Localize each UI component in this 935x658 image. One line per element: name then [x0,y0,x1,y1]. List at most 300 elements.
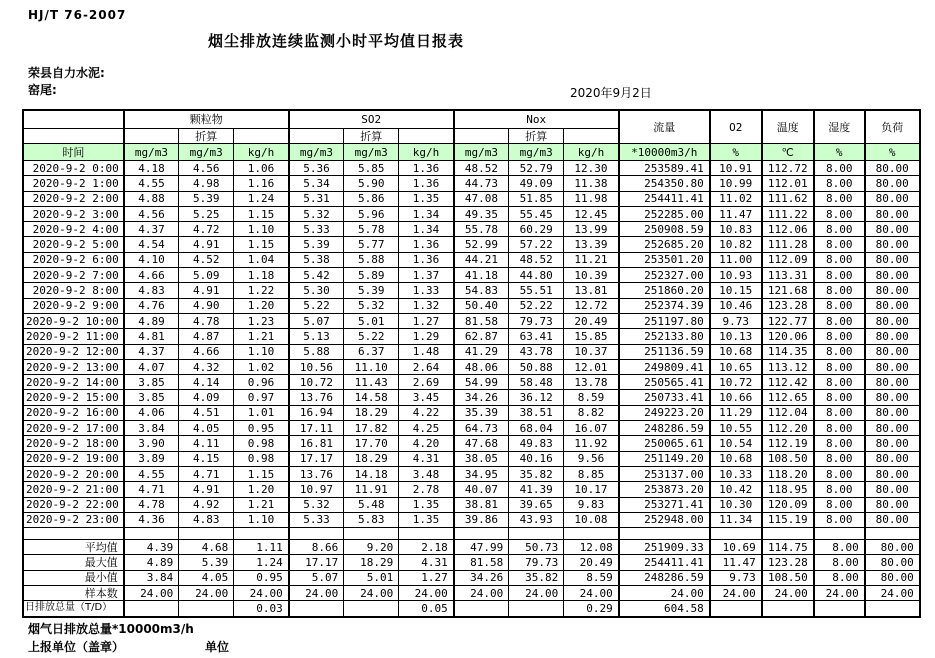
value-cell: 4.55 [124,466,179,481]
value-cell: 4.51 [179,405,234,420]
value-cell: 1.48 [399,344,454,359]
table-row [23,191,920,206]
value-cell: 5.31 [289,191,344,206]
value-cell: 13.78 [564,375,619,390]
value-cell: 113.31 [762,268,814,283]
value-cell: 1.15 [234,466,289,481]
value-cell: 5.30 [289,283,344,298]
value-cell: 80.00 [865,298,920,313]
value-cell: 5.42 [289,268,344,283]
summary-value-cell [814,601,865,617]
table-row [23,375,920,390]
value-cell: 112.06 [762,222,814,237]
value-cell: 120.09 [762,497,814,512]
value-cell: 108.50 [762,451,814,466]
converted-label-pm: 折算 [179,129,234,144]
value-cell: 14.58 [344,390,399,405]
value-cell: 10.83 [710,222,762,237]
value-cell: 55.45 [509,206,564,221]
value-cell: 1.32 [399,298,454,313]
value-cell: 15.85 [564,329,619,344]
value-cell: 5.09 [179,268,234,283]
empty-cell [234,528,289,540]
summary-value-cell [344,601,399,617]
value-cell: 80.00 [865,497,920,512]
value-cell: 5.48 [344,497,399,512]
summary-value-cell: 4.89 [124,555,179,570]
summary-label: 最大值 [23,555,124,570]
table-row [23,344,920,359]
summary-row [23,540,920,555]
value-cell: 55.78 [454,222,509,237]
summary-value-cell: 4.31 [399,555,454,570]
group-humidity: 湿度 [814,110,865,144]
value-cell: 4.78 [124,497,179,512]
unit-pm-kg: kg/h [234,144,289,161]
value-cell: 10.54 [710,436,762,451]
value-cell: 1.33 [399,283,454,298]
value-cell: 8.00 [814,222,865,237]
value-cell: 254411.41 [619,191,710,206]
standard-code: HJ/T 76-2007 [28,8,127,22]
value-cell: 252685.20 [619,237,710,252]
empty-cell [564,528,619,540]
value-cell: 5.01 [344,313,399,328]
value-cell: 253589.41 [619,161,710,176]
value-cell: 4.06 [124,405,179,420]
summary-value-cell: 114.75 [762,540,814,555]
value-cell: 9.56 [564,451,619,466]
summary-label: 平均值 [23,540,124,555]
value-cell: 5.39 [179,191,234,206]
value-cell: 1.06 [234,161,289,176]
empty-cell [289,129,344,144]
summary-value-cell: 1.27 [399,570,454,585]
value-cell: 38.05 [454,451,509,466]
value-cell: 118.20 [762,466,814,481]
value-cell: 10.72 [710,375,762,390]
summary-value-cell: 35.82 [509,570,564,585]
value-cell: 1.35 [399,497,454,512]
value-cell: 11.38 [564,176,619,191]
value-cell: 114.35 [762,344,814,359]
value-cell: 80.00 [865,359,920,374]
value-cell: 8.00 [814,390,865,405]
value-cell: 5.32 [344,298,399,313]
unit-nox-kg: kg/h [564,144,619,161]
value-cell: 10.66 [710,390,762,405]
unit-humidity-pct: % [814,144,865,161]
summary-value-cell: 24.00 [509,586,564,601]
value-cell: 14.18 [344,466,399,481]
value-cell: 253271.41 [619,497,710,512]
value-cell: 112.20 [762,421,814,436]
value-cell: 80.00 [865,191,920,206]
table-row [23,237,920,252]
time-cell: 2020-9-2 1:00 [23,176,124,191]
value-cell: 112.72 [762,161,814,176]
value-cell: 1.10 [234,222,289,237]
value-cell: 58.48 [509,375,564,390]
value-cell: 62.87 [454,329,509,344]
value-cell: 5.77 [344,237,399,252]
value-cell: 5.96 [344,206,399,221]
value-cell: 8.00 [814,206,865,221]
value-cell: 4.91 [179,482,234,497]
value-cell: 8.00 [814,161,865,176]
value-cell: 1.01 [234,405,289,420]
value-cell: 4.18 [124,161,179,176]
time-cell: 2020-9-2 2:00 [23,191,124,206]
empty-cell [710,528,762,540]
empty-cell [234,129,289,144]
group-so2: SO2 [289,110,454,129]
value-cell: 4.71 [179,466,234,481]
value-cell: 3.85 [124,375,179,390]
value-cell: 54.99 [454,375,509,390]
group-o2: O2 [710,110,762,144]
value-cell: 17.11 [289,421,344,436]
value-cell: 80.00 [865,390,920,405]
value-cell: 1.15 [234,237,289,252]
value-cell: 8.00 [814,313,865,328]
summary-value-cell: 5.01 [344,570,399,585]
value-cell: 48.52 [509,252,564,267]
value-cell: 122.77 [762,313,814,328]
summary-value-cell: 24.00 [399,586,454,601]
value-cell: 34.95 [454,466,509,481]
value-cell: 80.00 [865,283,920,298]
value-cell: 4.72 [179,222,234,237]
summary-value-cell: 254411.41 [619,555,710,570]
value-cell: 5.07 [289,313,344,328]
value-cell: 5.86 [344,191,399,206]
value-cell: 10.68 [710,344,762,359]
value-cell: 1.21 [234,497,289,512]
value-cell: 68.04 [509,421,564,436]
table-row [23,512,920,527]
header-row-units [23,144,920,161]
value-cell: 252133.80 [619,329,710,344]
value-cell: 4.87 [179,329,234,344]
table-row [23,161,920,176]
table-row [23,283,920,298]
value-cell: 10.56 [289,359,344,374]
group-flow: 流量 [619,110,710,144]
value-cell: 8.00 [814,482,865,497]
summary-value-cell: 34.26 [454,570,509,585]
group-particulate: 颗粒物 [124,110,289,129]
value-cell: 4.05 [179,421,234,436]
value-cell: 1.36 [399,252,454,267]
time-cell: 2020-9-2 7:00 [23,268,124,283]
value-cell: 10.68 [710,451,762,466]
table-row [23,482,920,497]
value-cell: 43.93 [509,512,564,527]
value-cell: 11.98 [564,191,619,206]
value-cell: 13.81 [564,283,619,298]
value-cell: 13.99 [564,222,619,237]
value-cell: 11.02 [710,191,762,206]
summary-value-cell [179,601,234,617]
value-cell: 251136.59 [619,344,710,359]
value-cell: 43.78 [509,344,564,359]
value-cell: 12.45 [564,206,619,221]
table-row [23,176,920,191]
empty-cell [454,129,509,144]
value-cell: 4.88 [124,191,179,206]
monitoring-point: 窑尾: [28,83,57,97]
value-cell: 10.13 [710,329,762,344]
summary-value-cell [124,601,179,617]
summary-value-cell: 5.39 [179,555,234,570]
summary-value-cell: 24.00 [865,586,920,601]
value-cell: 4.78 [179,313,234,328]
value-cell: 5.88 [344,252,399,267]
converted-label-nox: 折算 [509,129,564,144]
value-cell: 16.07 [564,421,619,436]
value-cell: 11.91 [344,482,399,497]
table-row [23,359,920,374]
value-cell: 17.82 [344,421,399,436]
value-cell: 1.23 [234,313,289,328]
summary-value-cell: 9.73 [710,570,762,585]
time-cell: 2020-9-2 5:00 [23,237,124,252]
value-cell: 112.09 [762,252,814,267]
page-title: 烟尘排放连续监测小时平均值日报表 [208,32,465,50]
value-cell: 2.64 [399,359,454,374]
summary-value-cell: 8.59 [564,570,619,585]
value-cell: 253873.20 [619,482,710,497]
summary-value-cell: 24.00 [454,586,509,601]
summary-value-cell: 8.66 [289,540,344,555]
value-cell: 9.73 [710,313,762,328]
value-cell: 250908.59 [619,222,710,237]
value-cell: 44.73 [454,176,509,191]
value-cell: 5.13 [289,329,344,344]
summary-value-cell: 24.00 [814,586,865,601]
summary-value-cell: 80.00 [865,555,920,570]
value-cell: 8.00 [814,375,865,390]
value-cell: 3.45 [399,390,454,405]
value-cell: 10.33 [710,466,762,481]
value-cell: 13.76 [289,466,344,481]
value-cell: 5.33 [289,512,344,527]
time-cell: 2020-9-2 20:00 [23,466,124,481]
value-cell: 81.58 [454,313,509,328]
summary-value-cell: 1.24 [234,555,289,570]
table-row [23,252,920,267]
value-cell: 10.91 [710,161,762,176]
table-row [23,268,920,283]
value-cell: 2.78 [399,482,454,497]
value-cell: 1.24 [234,191,289,206]
unit-pm-mg: mg/m3 [124,144,179,161]
value-cell: 0.95 [234,421,289,436]
value-cell: 50.88 [509,359,564,374]
value-cell: 10.55 [710,421,762,436]
empty-cell [399,129,454,144]
value-cell: 11.29 [710,405,762,420]
converted-label-so2: 折算 [344,129,399,144]
summary-value-cell: 47.99 [454,540,509,555]
value-cell: 5.38 [289,252,344,267]
summary-value-cell: 24.00 [762,586,814,601]
value-cell: 4.11 [179,436,234,451]
value-cell: 4.81 [124,329,179,344]
value-cell: 4.71 [124,482,179,497]
value-cell: 4.37 [124,222,179,237]
value-cell: 79.73 [509,313,564,328]
empty-cell [344,528,399,540]
summary-value-cell: 8.00 [814,570,865,585]
value-cell: 41.39 [509,482,564,497]
time-cell: 2020-9-2 3:00 [23,206,124,221]
value-cell: 55.51 [509,283,564,298]
summary-value-cell: 50.73 [509,540,564,555]
time-cell: 2020-9-2 19:00 [23,451,124,466]
summary-label: 样本数 [23,586,124,601]
value-cell: 4.56 [179,161,234,176]
value-cell: 18.29 [344,405,399,420]
value-cell: 6.37 [344,344,399,359]
time-cell: 2020-9-2 4:00 [23,222,124,237]
value-cell: 4.91 [179,237,234,252]
empty-cell [289,528,344,540]
table-row [23,206,920,221]
value-cell: 80.00 [865,451,920,466]
value-cell: 113.12 [762,359,814,374]
value-cell: 5.85 [344,161,399,176]
value-cell: 18.29 [344,451,399,466]
value-cell: 11.21 [564,252,619,267]
unit-nox-mg-conv: mg/m3 [509,144,564,161]
value-cell: 8.00 [814,283,865,298]
empty-cell [23,129,124,144]
value-cell: 50.40 [454,298,509,313]
value-cell: 35.82 [509,466,564,481]
value-cell: 8.00 [814,405,865,420]
value-cell: 10.42 [710,482,762,497]
value-cell: 8.00 [814,329,865,344]
value-cell: 8.00 [814,436,865,451]
table-row [23,451,920,466]
value-cell: 38.51 [509,405,564,420]
value-cell: 41.29 [454,344,509,359]
value-cell: 112.04 [762,405,814,420]
unit-nox-mg: mg/m3 [454,144,509,161]
flow-total-note: 烟气日排放总量*10000m3/h [28,622,194,636]
unit-so2-mg-conv: mg/m3 [344,144,399,161]
value-cell: 4.54 [124,237,179,252]
value-cell: 10.97 [289,482,344,497]
value-cell: 10.39 [564,268,619,283]
value-cell: 5.39 [289,237,344,252]
summary-value-cell: 12.08 [564,540,619,555]
value-cell: 52.22 [509,298,564,313]
summary-value-cell: 10.69 [710,540,762,555]
value-cell: 8.59 [564,390,619,405]
value-cell: 5.22 [344,329,399,344]
value-cell: 10.72 [289,375,344,390]
value-cell: 4.55 [124,176,179,191]
value-cell: 3.85 [124,390,179,405]
value-cell: 80.00 [865,176,920,191]
value-cell: 254350.80 [619,176,710,191]
value-cell: 38.81 [454,497,509,512]
value-cell: 252374.39 [619,298,710,313]
time-cell: 2020-9-2 16:00 [23,405,124,420]
summary-value-cell: 0.29 [564,601,619,617]
value-cell: 1.21 [234,329,289,344]
value-cell: 1.36 [399,161,454,176]
empty-cell [564,129,619,144]
value-cell: 10.46 [710,298,762,313]
summary-row [23,601,920,617]
value-cell: 44.80 [509,268,564,283]
value-cell: 250733.41 [619,390,710,405]
value-cell: 41.18 [454,268,509,283]
unit-o2-pct: % [710,144,762,161]
company-name: 荣县自力水泥: [28,66,105,80]
value-cell: 16.81 [289,436,344,451]
value-cell: 4.92 [179,497,234,512]
value-cell: 8.00 [814,191,865,206]
value-cell: 1.27 [399,313,454,328]
reporting-unit-label: 上报单位（盖章） [28,640,125,654]
value-cell: 4.09 [179,390,234,405]
summary-row [23,586,920,601]
time-header: 时间 [23,144,124,161]
value-cell: 0.98 [234,436,289,451]
value-cell: 118.95 [762,482,814,497]
time-cell: 2020-9-2 13:00 [23,359,124,374]
summary-value-cell: 108.50 [762,570,814,585]
value-cell: 111.22 [762,206,814,221]
value-cell: 47.68 [454,436,509,451]
table-row [23,313,920,328]
summary-value-cell [865,601,920,617]
value-cell: 1.10 [234,512,289,527]
value-cell: 64.73 [454,421,509,436]
value-cell: 4.52 [179,252,234,267]
value-cell: 1.36 [399,237,454,252]
summary-value-cell [509,601,564,617]
summary-label: 日排放总量（T/D） [23,601,124,617]
value-cell: 57.22 [509,237,564,252]
value-cell: 49.83 [509,436,564,451]
value-cell: 4.22 [399,405,454,420]
value-cell: 248286.59 [619,421,710,436]
empty-cell [454,528,509,540]
value-cell: 8.00 [814,268,865,283]
summary-value-cell: 18.29 [344,555,399,570]
unit-temp-c: ℃ [762,144,814,161]
group-temperature: 温度 [762,110,814,144]
summary-value-cell: 11.47 [710,555,762,570]
value-cell: 123.28 [762,298,814,313]
value-cell: 63.41 [509,329,564,344]
value-cell: 12.72 [564,298,619,313]
value-cell: 80.00 [865,466,920,481]
value-cell: 8.00 [814,466,865,481]
table-row [23,405,920,420]
empty-cell [814,528,865,540]
value-cell: 4.37 [124,344,179,359]
value-cell: 5.22 [289,298,344,313]
value-cell: 5.33 [289,222,344,237]
emission-table [22,109,921,618]
